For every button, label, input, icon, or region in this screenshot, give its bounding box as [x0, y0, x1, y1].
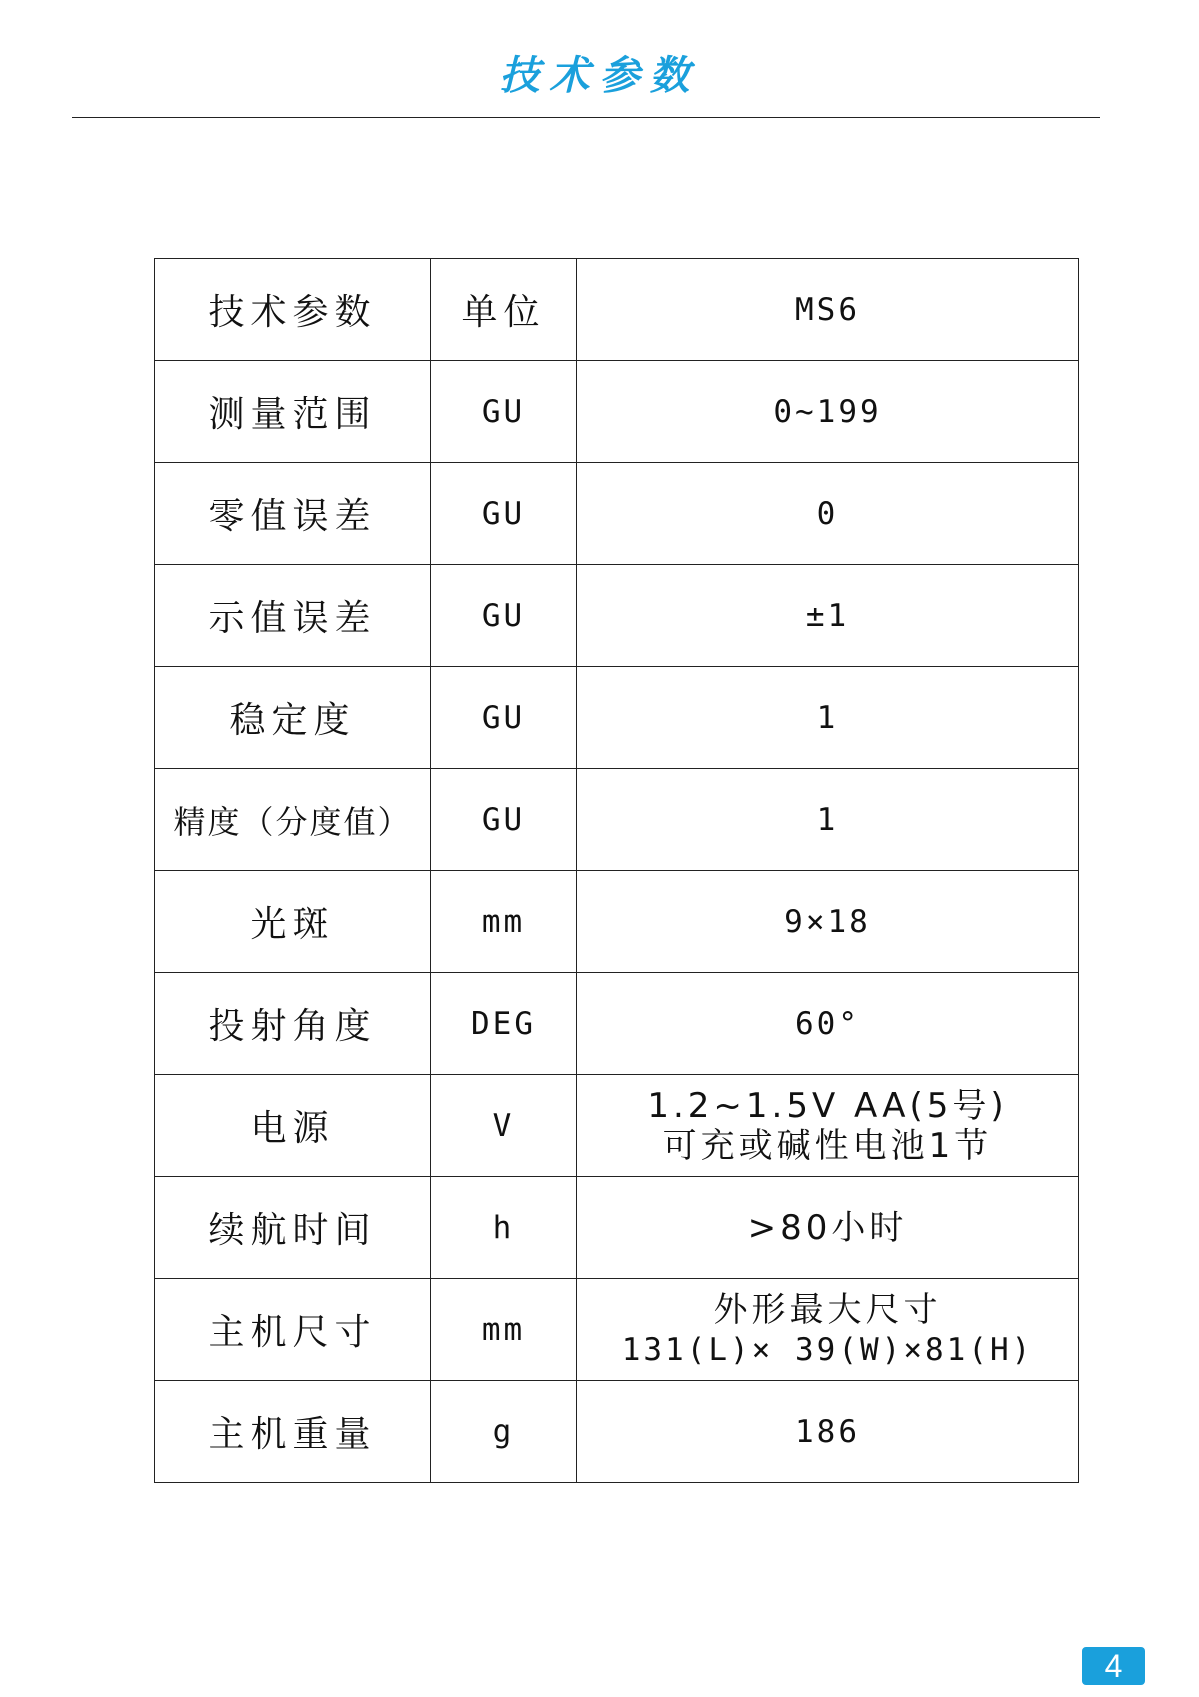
- unit-label: GU: [481, 393, 526, 430]
- table-header-row: [155, 259, 1079, 361]
- unit-label: GU: [481, 699, 526, 736]
- value-line: 可充或碱性电池1节: [662, 1125, 993, 1166]
- unit-cell: [431, 1279, 577, 1381]
- spec-table: [154, 258, 1079, 1483]
- parameter-name: 精度（分度值）: [173, 802, 412, 841]
- header-label: 单位: [461, 292, 546, 333]
- parameter-name-cell: [155, 361, 431, 463]
- value-cell: [577, 1279, 1079, 1381]
- header-label: MS6: [795, 291, 860, 328]
- value-line: >80小时: [747, 1207, 908, 1248]
- parameter-name: 零值误差: [208, 496, 377, 537]
- unit-cell: [431, 667, 577, 769]
- value-cell: [577, 463, 1079, 565]
- unit-label: GU: [481, 597, 526, 634]
- value-line: 186: [795, 1413, 860, 1450]
- value-line: 外形最大尺寸: [713, 1289, 942, 1330]
- parameter-name-cell: [155, 1381, 431, 1483]
- unit-cell: [431, 361, 577, 463]
- value-line: 9×18: [784, 903, 871, 940]
- unit-cell: [431, 1177, 577, 1279]
- unit-cell: [431, 565, 577, 667]
- unit-label: g: [492, 1413, 515, 1450]
- unit-label: V: [492, 1107, 515, 1144]
- parameter-name-cell: [155, 871, 431, 973]
- parameter-name: 电源: [250, 1108, 335, 1149]
- parameter-name-cell: [155, 463, 431, 565]
- header-cell-unit: [431, 259, 577, 361]
- value-cell: [577, 769, 1079, 871]
- parameter-name: 测量范围: [208, 394, 377, 435]
- unit-cell: [431, 769, 577, 871]
- header-label: 技术参数: [208, 292, 377, 333]
- table-row: [155, 1177, 1079, 1279]
- parameter-name: 稳定度: [229, 700, 356, 741]
- table-row: [155, 871, 1079, 973]
- page-number-badge: 4: [1082, 1647, 1145, 1685]
- value-line: 0~199: [773, 393, 882, 430]
- parameter-name-cell: [155, 1177, 431, 1279]
- unit-cell: [431, 463, 577, 565]
- table-row: [155, 1381, 1079, 1483]
- parameter-name: 续航时间: [208, 1210, 377, 1251]
- parameter-name-cell: [155, 973, 431, 1075]
- value-cell: [577, 1381, 1079, 1483]
- parameter-name-cell: [155, 667, 431, 769]
- value-line: 1: [816, 699, 839, 736]
- value-line: 1: [816, 801, 839, 838]
- table-row: [155, 1279, 1079, 1381]
- table-row: [155, 667, 1079, 769]
- table-row: [155, 1075, 1079, 1177]
- page-title: 技术参数: [499, 52, 700, 99]
- value-cell: [577, 565, 1079, 667]
- parameter-name: 主机重量: [208, 1414, 377, 1455]
- table-row: [155, 361, 1079, 463]
- header-cell-parameter: [155, 259, 431, 361]
- parameter-name: 示值误差: [208, 598, 377, 639]
- unit-label: mm: [481, 1311, 526, 1348]
- value-cell: [577, 973, 1079, 1075]
- parameter-name: 光斑: [250, 904, 335, 945]
- value-line: 1.2~1.5V AA(5号): [647, 1085, 1008, 1126]
- unit-cell: [431, 973, 577, 1075]
- value-line: 131(L)× 39(W)×81(H): [621, 1331, 1034, 1368]
- value-cell: [577, 361, 1079, 463]
- value-cell: [577, 1177, 1079, 1279]
- header-cell-model: [577, 259, 1079, 361]
- unit-cell: [431, 1075, 577, 1177]
- table-row: [155, 565, 1079, 667]
- table-row: [155, 463, 1079, 565]
- header-divider: [72, 117, 1100, 118]
- value-line: 0: [816, 495, 839, 532]
- value-cell: [577, 871, 1079, 973]
- parameter-name: 投射角度: [208, 1006, 377, 1047]
- parameter-name-cell: [155, 565, 431, 667]
- unit-cell: [431, 1381, 577, 1483]
- value-line: 60°: [795, 1005, 860, 1042]
- value-cell: [577, 1075, 1079, 1177]
- value-line: ±1: [805, 597, 850, 634]
- value-cell: [577, 667, 1079, 769]
- parameter-name-cell: [155, 769, 431, 871]
- unit-cell: [431, 871, 577, 973]
- table-row: [155, 973, 1079, 1075]
- unit-label: GU: [481, 801, 526, 838]
- parameter-name-cell: [155, 1075, 431, 1177]
- table-row: [155, 769, 1079, 871]
- parameter-name: 主机尺寸: [208, 1312, 377, 1353]
- unit-label: h: [492, 1209, 515, 1246]
- unit-label: mm: [481, 903, 526, 940]
- unit-label: DEG: [471, 1005, 536, 1042]
- unit-label: GU: [481, 495, 526, 532]
- parameter-name-cell: [155, 1279, 431, 1381]
